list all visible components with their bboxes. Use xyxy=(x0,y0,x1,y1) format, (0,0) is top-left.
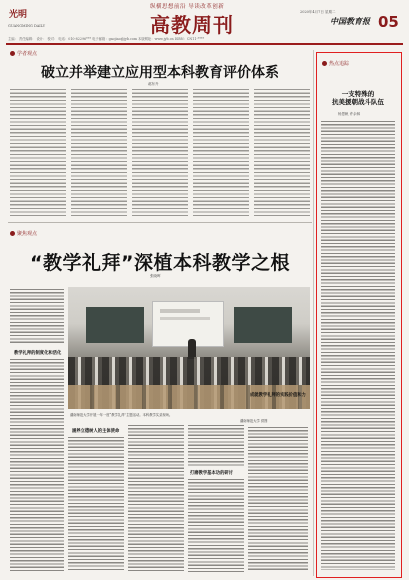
brand-name: 中国教育报 xyxy=(330,16,370,26)
slogan: 纵横思想前沿 导读改革创新 xyxy=(150,4,225,10)
sidebar-body-text xyxy=(321,120,395,570)
article2-column-2 xyxy=(68,436,124,572)
article1-column-5 xyxy=(254,88,310,216)
article1-byline: 郝东升 xyxy=(148,82,159,86)
article1-headline[interactable]: 破立并举建立应用型本科教育评价体系 xyxy=(41,65,279,81)
article1-column-4 xyxy=(193,88,249,216)
article2-column-5 xyxy=(248,426,308,572)
photo-caption: 湖南师范大学开展一年一度“教学礼拜”主题活动。本科教学实录现场。 xyxy=(70,413,173,417)
article2-subhead-3: 打磨教学基本功的研讨 xyxy=(190,471,233,476)
section-dot-icon xyxy=(10,51,15,56)
page-number: 05 xyxy=(378,13,399,31)
masthead xyxy=(0,0,409,46)
article2-section-tag: 聚焦观点 xyxy=(10,230,37,237)
article2-column-4b xyxy=(188,478,244,572)
article2-column-1b xyxy=(10,358,64,572)
screen-text-bar xyxy=(160,317,210,320)
blackboard xyxy=(234,307,292,343)
article-divider xyxy=(8,222,312,223)
newspaper-subtitle: GUANGMING DAILY xyxy=(8,24,46,28)
newspaper-logo xyxy=(8,6,34,22)
sidebar-headline-line1: 一支特殊的 xyxy=(341,90,375,98)
section-dot-icon xyxy=(10,231,15,236)
sidebar-headline-line2: 抗美援朝战斗队伍 xyxy=(332,98,384,106)
section-title: 高教周刊 xyxy=(150,13,234,37)
teacher-figure xyxy=(188,339,196,359)
article2-byline: 张晓晖 xyxy=(150,274,161,278)
article2-column-1a xyxy=(10,288,64,344)
article1-section-tag: 学者观点 xyxy=(10,50,37,57)
article2-headline[interactable]: “教学礼拜”深植本科教学之根 xyxy=(30,252,290,274)
article2-column-3 xyxy=(128,424,184,572)
sidebar-byline: 杨思帆 许余林 xyxy=(338,112,361,116)
article2-subhead-2: 涵养立德树人的主体使命 xyxy=(72,429,120,434)
blackboard xyxy=(86,307,144,343)
svg-text:光明: 光明 xyxy=(9,10,28,20)
article2-subhead-1: 教学礼拜的制度化和活化 xyxy=(14,351,62,356)
masthead-info: 主编： 责任编辑： 设计： 校对： 电话：010-82296*** 电子邮箱：gaojiao@jyb.com 本版网址：www.jyb.cn ISBN：CN11-**** xyxy=(8,37,205,41)
masthead-rule xyxy=(6,43,403,45)
sidebar-section-tag: 热点追踪 xyxy=(322,60,349,67)
photo-credit: 湖南师范大学 供图 xyxy=(240,419,268,423)
article1-column-3 xyxy=(132,88,188,216)
column-divider xyxy=(313,50,314,576)
article1-column-2 xyxy=(71,88,127,216)
sidebar-headline[interactable] xyxy=(318,90,398,106)
article1-column-1 xyxy=(10,88,66,216)
classroom-photo xyxy=(68,287,310,409)
article2-column-4a xyxy=(188,424,244,466)
screen-text-bar xyxy=(160,309,200,313)
article2-subhead-4: 成就教学礼拜的实践价值和力 xyxy=(250,393,306,398)
date-line: 2020年4月7日 星期二 xyxy=(300,10,336,14)
section-dot-icon xyxy=(322,61,327,66)
